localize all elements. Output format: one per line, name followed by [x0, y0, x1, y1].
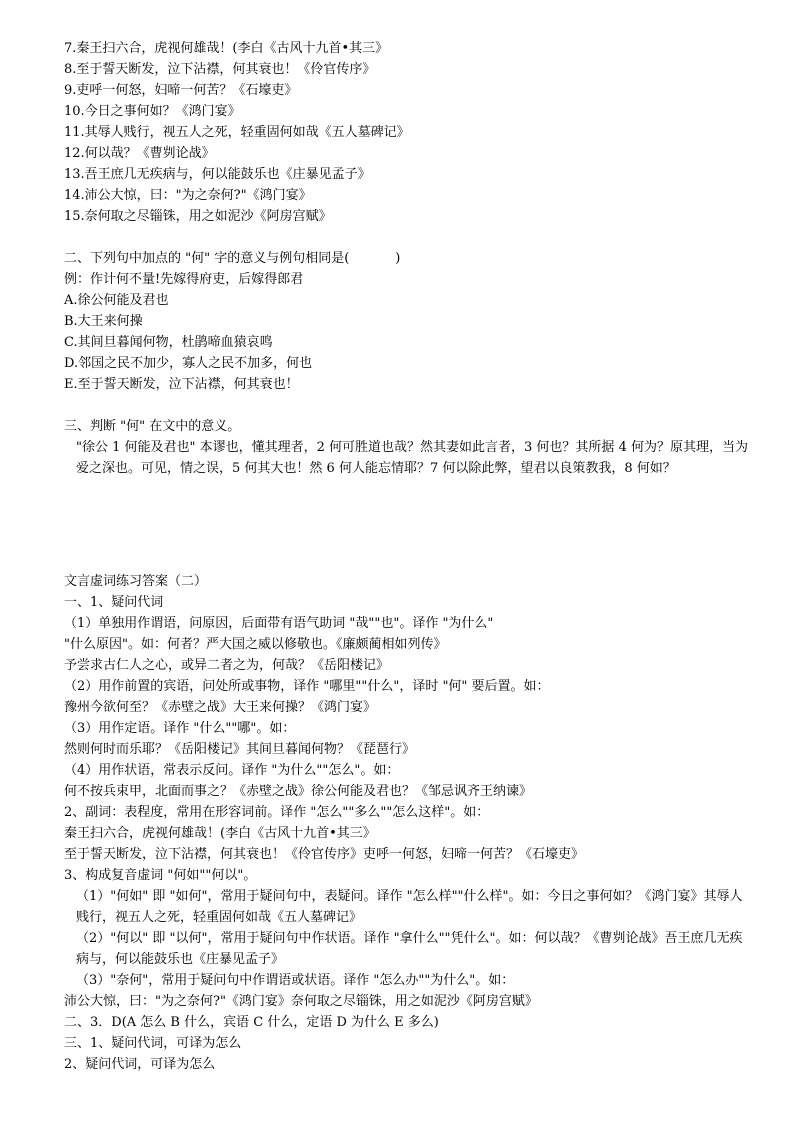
- part2-title: 二、下列句中加点的 "何" 字的意义与例句相同是( ): [64, 251, 401, 266]
- answer-line: 2、副词：表程度，常用在形容词前。译作 "怎么""多么""怎么这样"。如：: [64, 805, 490, 820]
- answer-paragraph: （1）"何如" 即 "如何"，常用于疑问句中，表疑问。译作 "怎么样""什么样"。如：今日之事何如？《鸿门宴》其辱人贱行，视五人之死，轻重固何如哉《五人墓碑记》: [76, 889, 743, 925]
- answer-line: （1）单独用作谓语，问原因，后面带有语气助词 "哉""也"。译作 "为什么": [64, 616, 494, 631]
- document-page: [64, 38, 754, 1075]
- answers-title: 文言虚词练习答案（二）: [64, 574, 208, 589]
- sentence-7: 7.秦王扫六合，虎视何雄哉！(李白《古风十九首•其三》: [64, 41, 389, 56]
- option-b: B.大王来何操: [64, 314, 143, 329]
- answer-line: 何不按兵束甲，北面而事之？《赤壁之战》徐公何能及君也？《邹忌讽齐王纳谏》: [64, 784, 533, 799]
- sentence-15: 15.奈何取之尽锱铢，用之如泥沙《阿房宫赋》: [64, 209, 332, 224]
- answer-line: 沛公大惊，曰："为之奈何?"《鸿门宴》奈何取之尽锱铢，用之如泥沙《阿房宫赋》: [64, 994, 538, 1009]
- part1-sentence-list: [64, 38, 754, 227]
- answer-line: "什么原因"。如：何者？严大国之威以修敬也。《廉颇蔺相如列传》: [64, 637, 447, 652]
- option-e: E.至于誓天断发，泣下沾襟，何其衰也！: [64, 377, 299, 392]
- answer-line: 3、构成复音虚词 "何如""何以"。: [64, 868, 257, 883]
- sentence-13: 13.吾王庶几无疾病与，何以能鼓乐也《庄暴见孟子》: [64, 167, 371, 182]
- part2-example: 例：作计何不量!先嫁得府吏，后嫁得郎君: [64, 272, 304, 287]
- answer-line: 二、3．D(A 怎么 B 什么，宾语 C 什么，定语 D 为什么 E 多么): [64, 1015, 439, 1030]
- answer-line: （4）用作状语，常表示反问。译作 "为什么""怎么"。如：: [64, 763, 400, 778]
- sentence-10: 10.今日之事何如？《鸿门宴》: [64, 104, 241, 119]
- answer-line: 予尝求古仁人之心，或异二者之为，何哉？《岳阳楼记》: [64, 658, 390, 673]
- answer-line: 至于誓天断发，泣下沾襟，何其衰也！《伶官传序》吏呼一何怒，妇啼一何苦？《石壕吏》: [64, 847, 585, 862]
- sentence-11: 11.其辱人贱行，视五人之死，轻重固何如哉《五人墓碑记》: [64, 125, 410, 140]
- option-c: C.其间旦暮闻何物，杜鹃啼血猿哀鸣: [64, 335, 273, 350]
- sentence-8: 8.至于誓天断发，泣下沾襟，何其衰也！《伶官传序》: [64, 62, 376, 77]
- answer-line: 2、疑问代词，可译为怎么: [64, 1057, 216, 1072]
- answer-line: 秦王扫六合，虎视何雄哉！(李白《古风十九首•其三》: [64, 826, 376, 841]
- answer-line: （3）用作定语。译作 "什么""哪"。如：: [64, 721, 296, 736]
- answers-section: [64, 571, 754, 1075]
- sentence-14: 14.沛公大惊，曰："为之奈何?"《鸿门宴》: [64, 188, 312, 203]
- answer-line: 豫州今欲何至？《赤壁之战》大王来何操？《鸿门宴》: [64, 700, 377, 715]
- answer-line: （2）用作前置的宾语，问处所或事物，译作 "哪里""什么"，译时 "何" 要后置。如：: [64, 679, 550, 694]
- part3-title: 三、判断 "何" 在文中的意义。: [64, 419, 241, 434]
- answer-line: 一、1、疑问代词: [64, 595, 164, 610]
- answer-line: （3）"奈何"，常用于疑问句中作谓语或状语。译作 "怎么办""为什么"。如：: [76, 973, 515, 988]
- answer-paragraph: （2）"何以" 即 "以何"，常用于疑问句中作状语。译作 "拿什么""凭什么"。如：何以哉？《曹刿论战》吾王庶几无疾病与，何以能鼓乐也《庄暴见孟子》: [76, 931, 743, 967]
- part3-question: [64, 416, 754, 479]
- answer-line: 然则何时而乐耶？《岳阳楼记》其间旦暮闻何物？《琵琶行》: [64, 742, 416, 757]
- option-d: D.邻国之民不加少，寡人之民不加多，何也: [64, 356, 313, 371]
- answer-line: 三、1、疑问代词，可译为怎么: [64, 1036, 242, 1051]
- sentence-9: 9.吏呼一何怒，妇啼一何苦？《石壕吏》: [64, 83, 298, 98]
- part2-question: [64, 248, 754, 395]
- option-a: A.徐公何能及君也: [64, 293, 169, 308]
- part3-paragraph: "徐公 1 何能及君也" 本谬也，懂其理者，2 何可胜道也哉？然其妻如此言者，3 何也？其所据 4 何为？原其理，当为爱之深也。可见，情之误，5 何其大也！然 6 何人能忘情耶？7 何以除此弊，望君以良策教我，8 何如？: [76, 440, 748, 476]
- sentence-12: 12.何以哉？《曹刿论战》: [64, 146, 215, 161]
